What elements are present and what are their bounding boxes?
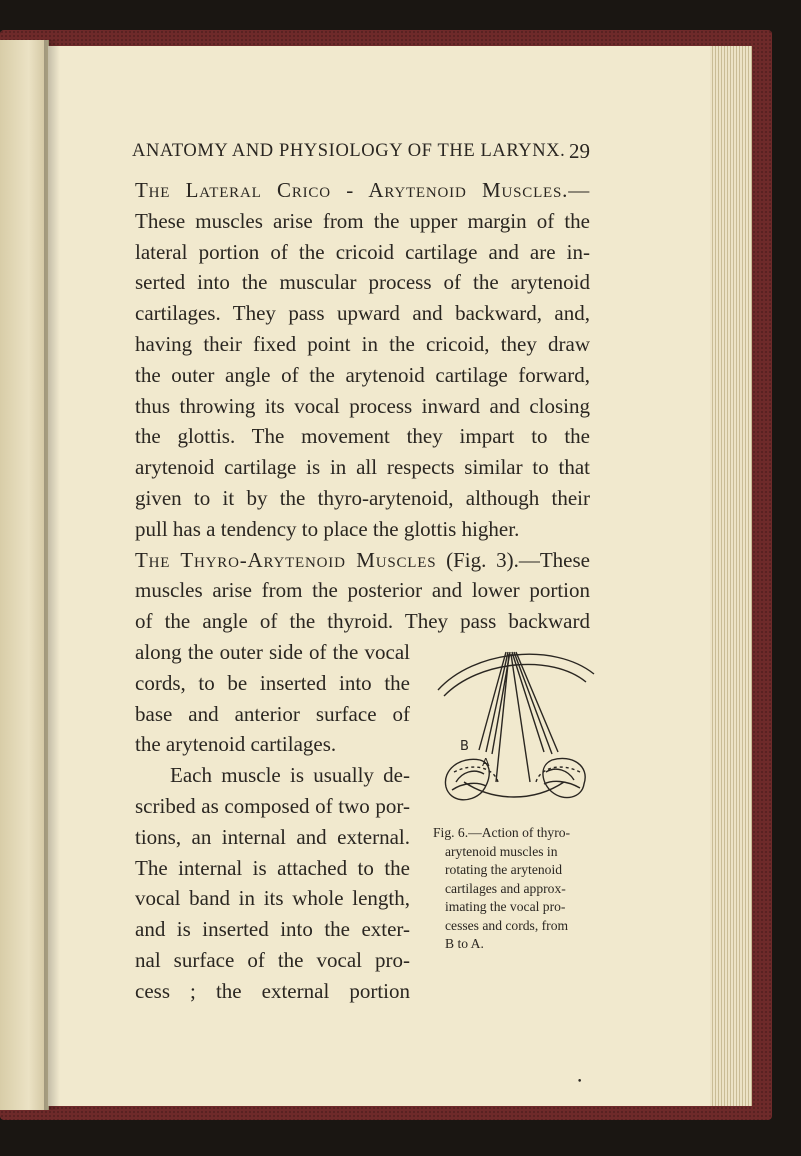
text-line: along the outer side of the vocal — [135, 639, 410, 664]
text-line: cartilages. They pass upward and backward, and, — [135, 301, 590, 326]
text-line: The internal is attached to the — [135, 855, 410, 880]
text-line: of the angle of the thyroid. They pass backward — [135, 609, 590, 634]
text-line: Each muscle is usually de- — [170, 763, 410, 788]
running-title: ANATOMY AND PHYSIOLOGY OF THE LARYNX. — [132, 141, 566, 161]
arytenoid-right — [543, 758, 585, 797]
caption-line: B to A. — [445, 936, 484, 951]
text-line: having their fixed point in the cricoid, they draw — [135, 331, 590, 356]
figure-caption — [433, 824, 603, 954]
text-line: and is inserted into the exter- — [135, 917, 410, 942]
caption-line: imating the vocal pro- — [445, 899, 566, 914]
caption-line: cartilages and approx- — [445, 880, 566, 896]
text-line: tions, an internal and external. — [135, 824, 410, 849]
text-line: thus throwing its vocal process inward and closing — [135, 393, 590, 418]
text-line: given to it by the thyro-arytenoid, although their — [135, 485, 590, 510]
gutter-shadow — [44, 40, 60, 1110]
text-line: muscles arise from the posterior and lower portion — [135, 578, 590, 603]
text-line: scribed as composed of two por- — [135, 793, 410, 818]
text-line: arytenoid cartilage is in all respects similar to that — [135, 455, 590, 480]
ink-speck: • — [577, 1077, 583, 1087]
text-line: the outer angle of the arytenoid cartilage forward, — [135, 362, 590, 387]
running-header — [132, 141, 590, 162]
text-line: lateral portion of the cricoid cartilage and are in- — [135, 239, 590, 264]
text-line: cess ; the external portion — [135, 978, 410, 1003]
heading-text: The Thyro-Arytenoid Muscles — [135, 547, 437, 572]
caption-line: rotating the arytenoid — [445, 862, 563, 877]
text-line: These muscles arise from the upper margin of the — [135, 208, 590, 233]
page-number: 29 — [569, 139, 590, 163]
text-line: the arytenoid cartilages. — [135, 732, 337, 757]
label-b: B — [460, 739, 469, 754]
label-a: A — [482, 756, 490, 769]
text-line: serted into the muscular process of the arytenoid — [135, 270, 590, 295]
caption-line: cesses and cords, from — [445, 917, 569, 933]
caption-line: Fig. 6.—Action of thyro- — [433, 825, 571, 840]
heading-text: The Lateral Crico - Arytenoid Muscles.— — [135, 178, 590, 202]
cord-right — [512, 652, 544, 752]
heading-rest: (Fig. 3).—These — [436, 547, 590, 572]
left-page-edge — [0, 40, 49, 1110]
text-line: base and anterior surface of — [135, 701, 410, 726]
caption-line: arytenoid muscles in — [445, 843, 558, 859]
text-line: vocal band in its whole length, — [135, 886, 410, 911]
larynx-diagram — [434, 632, 600, 817]
heading-thyro-arytenoid — [135, 545, 590, 576]
heading-lateral-crico-arytenoid — [135, 175, 590, 206]
text-line: pull has a tendency to place the glottis higher. — [135, 516, 520, 541]
figure-6-illustration — [434, 632, 600, 817]
text-line: cords, to be inserted into the — [135, 670, 410, 695]
text-line: the glottis. The movement they impart to the — [135, 424, 590, 449]
text-line: nal surface of the vocal pro- — [135, 947, 410, 972]
page-edges — [710, 46, 752, 1106]
